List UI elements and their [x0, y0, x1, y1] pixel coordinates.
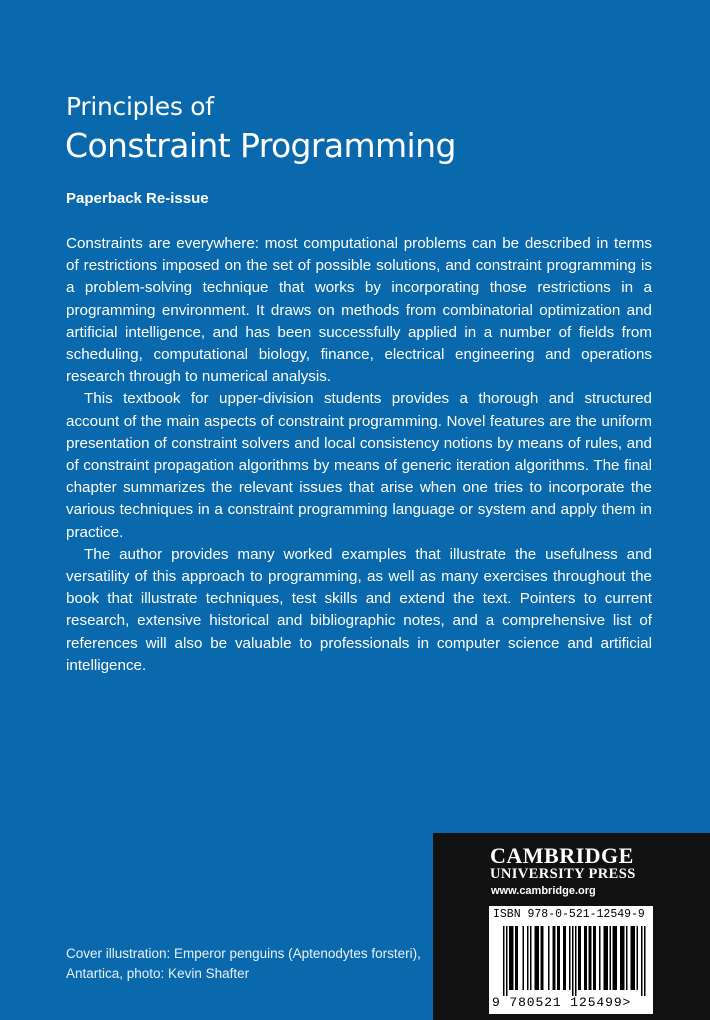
barcode-bar	[626, 926, 628, 990]
barcode-bar	[569, 926, 571, 990]
publisher-box	[433, 833, 710, 1020]
barcode-bar	[593, 926, 595, 990]
barcode-bar	[517, 926, 519, 990]
edition-subtitle: Paperback Re-issue	[66, 190, 209, 207]
barcode-bar	[563, 926, 565, 990]
barcode-bar	[512, 926, 514, 990]
publisher-url: www.cambridge.org	[491, 885, 596, 897]
barcode-bar	[535, 926, 537, 990]
publisher-subname: UNIVERSITY PRESS	[490, 866, 636, 882]
barcode-bar	[595, 926, 597, 990]
barcode-bar	[523, 926, 525, 990]
barcode-bar	[559, 926, 561, 990]
barcode-digit-text: 9 780521 125499	[492, 995, 623, 1010]
blurb	[66, 233, 652, 677]
barcode-bar	[538, 926, 540, 990]
barcode-bar	[620, 926, 622, 990]
title-line-1: Principles of	[66, 92, 214, 121]
cover-credit-line-2: Antartica, photo: Kevin Shafter	[66, 966, 250, 981]
barcode-bar	[580, 926, 582, 990]
barcode-bar	[590, 926, 592, 990]
barcode-bar	[604, 926, 606, 990]
barcode-bar	[641, 926, 643, 996]
barcode-bar	[614, 926, 616, 990]
barcode-chevron: >	[622, 995, 632, 1010]
barcode-bar	[530, 926, 532, 990]
blurb-paragraph-2: This textbook for upper-division students provides a thorough and structured account of the main aspects of constraint programming. Novel features are the uniform presentation of constraint solvers and local consistency notions by means of rules, and of constraint propagation algorithms by means of generic iteration algorithms. The final chapter summarizes the relevant issues that arise when one tries to incorporate the various techniques in a constraint programming language or system and apply them in practice.	[66, 390, 652, 541]
cover-credit	[66, 944, 436, 984]
barcode-bar	[503, 926, 505, 996]
blurb-paragraph-3: The author provides many worked examples that illustrate the usefulness and versatility of this approach to programming, as well as many exercises throughout the book that illustrate techniques, test skills and extend the text. Pointers to current research, extensive historical and bibliographic notes, and a comprehensive list of references will also be valuable to professionals in computer science and artificial intelligence.	[66, 545, 652, 674]
barcode-bar	[541, 926, 543, 990]
barcode-bar	[607, 926, 609, 990]
barcode-bar	[599, 926, 601, 990]
isbn-label: ISBN 978-0-521-12549-9	[493, 908, 645, 921]
barcode-bar	[631, 926, 633, 990]
barcode-bar	[637, 926, 639, 990]
barcode-panel	[489, 906, 653, 1014]
barcode-bar	[509, 926, 511, 990]
barcode-bar	[622, 926, 624, 990]
barcode-bar	[634, 926, 636, 990]
barcode-bar	[610, 926, 612, 990]
barcode-bar	[605, 926, 607, 990]
barcode-bar	[572, 926, 574, 996]
barcode-bar	[511, 926, 513, 990]
barcode-bar	[527, 926, 529, 990]
publisher-name: CAMBRIDGE	[490, 843, 634, 868]
barcode-bar	[554, 926, 556, 990]
barcode-bar	[506, 926, 508, 996]
barcode-bar	[575, 926, 577, 996]
barcode-bar	[644, 926, 646, 996]
barcode-bar	[613, 926, 615, 990]
barcode-bar	[586, 926, 588, 990]
barcode-bar	[616, 926, 618, 990]
barcode-bar	[515, 926, 517, 990]
barcode-bar	[542, 926, 544, 990]
barcode-bar	[623, 926, 625, 990]
cover-credit-line-1: Cover illustration: Emperor penguins (Aptenodytes forsteri),	[66, 946, 421, 961]
barcode-bar	[557, 926, 559, 990]
barcode-bar	[553, 926, 555, 990]
barcode-image	[489, 924, 653, 996]
barcode-bar	[632, 926, 634, 990]
barcode-digits	[492, 995, 631, 1010]
barcode-bar	[536, 926, 538, 990]
barcode-bar	[589, 926, 591, 990]
blurb-paragraph-1: Constraints are everywhere: most computational problems can be described in terms of restrictions imposed on the set of possible solutions, and constraint programming is a problem-solving technique that works by incorporating those restrictions in a programming environment. It draws on methods from combinatorial optimization and artificial intelligence, and has been successfully applied in a number of fields from scheduling, computational biology, finance, electrical engineering and operations research through to numerical analysis.	[66, 235, 652, 386]
title-line-2: Constraint Programming	[65, 126, 456, 165]
barcode-bar	[565, 926, 567, 990]
barcode-bar	[584, 926, 586, 990]
barcode-bar	[578, 926, 580, 990]
barcode-bar	[548, 926, 550, 990]
